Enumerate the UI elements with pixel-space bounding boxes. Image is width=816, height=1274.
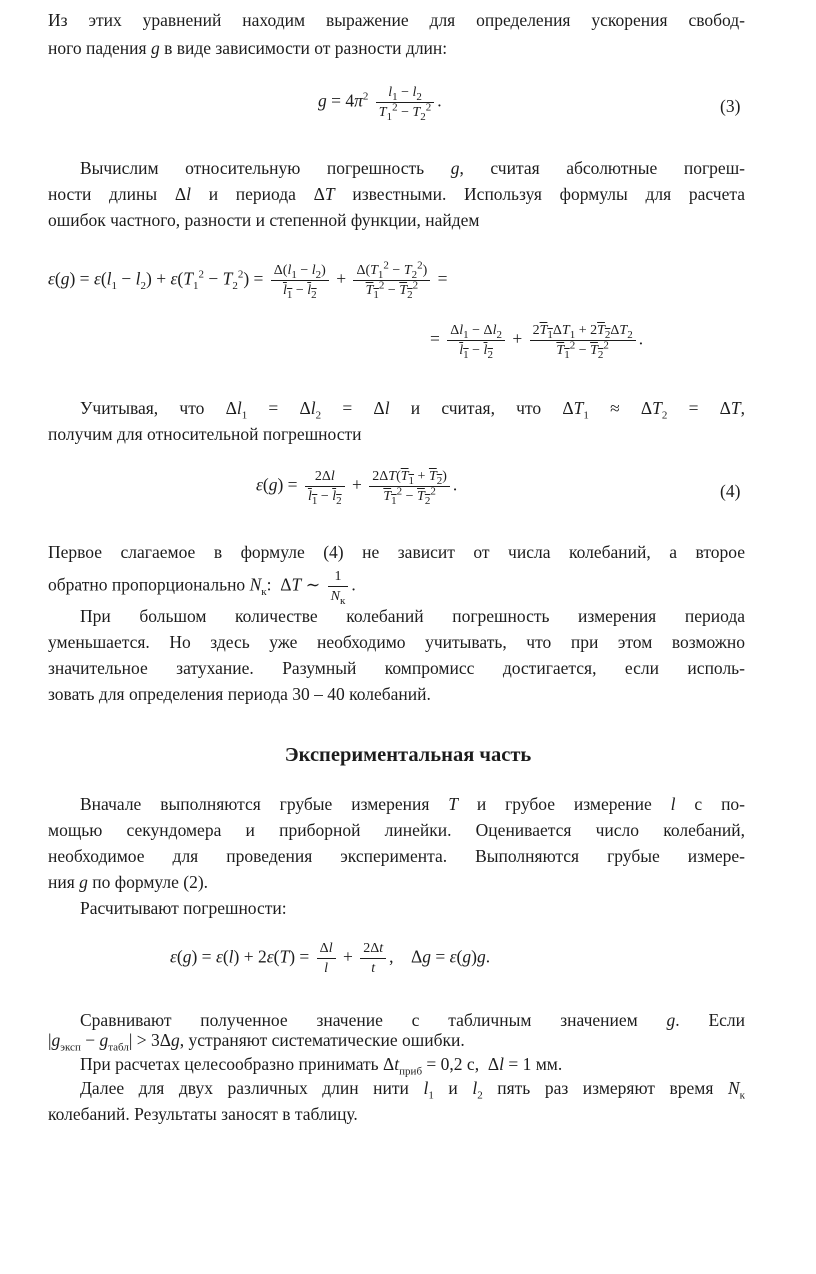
consider-line-2: получим для относительной погрешности	[48, 424, 362, 444]
further-line-1: Далее для двух различных длин нити $l_1$ и $l_2$ пять раз измеряют время $N_к$	[80, 1078, 745, 1102]
many-line-3: значительное затухание. Разумный компромисс достигается, если исполь-	[48, 658, 745, 678]
rough-line-4: ния g по формуле (2).	[48, 872, 209, 892]
many-line-1: При большом количестве колебаний погрешность измерения периода	[80, 606, 745, 626]
equation-3: $g = 4\pi^2$ $\frac{l_1 - l_2}{T_1^2 - T_2^2}$ .	[318, 85, 442, 123]
equation-4: ε(g) = $\frac{2\Delta l}{l_1 - l_2}$ + $\frac{2\Delta T(T_1 + T_2)}{T_1^2 - T_2^2}$ .	[256, 469, 458, 507]
section-title: Экспериментальная часть	[284, 744, 532, 766]
compare-line-2: $|g_{эксп} - g_{табл}| > 3\Delta g$, устраняют систематические ошибки.	[48, 1030, 465, 1054]
consider-line-1: Учитывая, что $\Delta l_1 = \Delta l_2 = \Delta l$ и считая, что $\Delta T_1 \approx \Delta T_2 = \Delta T$,	[80, 398, 746, 422]
rough-line-2: мощью секундомера и приборной линейки. Оценивается число колебаний,	[48, 820, 745, 840]
compare-line-1: Сравнивают полученное значение с табличным значением g. Если	[80, 1010, 745, 1030]
rough-line-1: Вначале выполняются грубые измерения T и грубое измерение l с по-	[80, 794, 746, 814]
further-line-2: колебаний. Результаты заносят в таблицу.	[48, 1104, 358, 1124]
error-line-2: ности длины Δl и периода ΔT известными. Используя формулы для расчета	[48, 184, 745, 204]
equation-3-number: (3)	[720, 96, 741, 116]
many-line-2: уменьшается. Но здесь уже необходимо учитывать, что при этом возможно	[48, 632, 745, 652]
first-term-line-1: Первое слагаемое в формуле (4) не зависит от числа колебаний, а второе	[48, 542, 745, 562]
error-calc-formula: ε(g) = ε(l) + 2ε(T) = $\frac{\Delta l}{l}$ + $\frac{2\Delta t}{t}$ , Δg = ε(g)g.	[170, 941, 491, 976]
many-line-4: зовать для определения периода 30 – 40 колебаний.	[48, 684, 431, 704]
first-term-line-2: обратно пропорционально $N_к$: ΔT ∼ $\frac{1}{N_к}$ .	[48, 569, 356, 607]
rough-line-3: необходимое для проведения эксперимента. Выполняются грубые измере-	[48, 846, 745, 866]
intro-line-2: ного падения g в виде зависимости от разности длин:	[48, 38, 448, 58]
intro-line-1: Из этих уравнений находим выражение для определения ускорения свобод-	[48, 10, 745, 30]
error-formula-line-2: = $\frac{\Delta l_1 - \Delta l_2}{l_1 - l_2}$ + $\frac{2T_1\Delta T_1 + 2T_2\Delta T_2}{T_1^2 - T_2^2}$ .	[430, 323, 644, 361]
error-line-3: ошибок частного, разности и степенной функции, найдем	[48, 210, 480, 230]
error-formula-line-1: $\varepsilon(g) = \varepsilon(l_1 - l_2) + \varepsilon(T_1^2 - T_2^2)$ = $\frac{\Delta(l_1 - l_2)}{l_1 - l_2}$ + $\frac{\Delta(T_1^2 - T_2^2)}{T_1^2 - T_2^2}$ =	[48, 259, 448, 301]
calc-line: Расчитывают погрешности:	[80, 898, 287, 918]
error-line-1: Вычислим относительную погрешность g, считая абсолютные погреш-	[80, 158, 746, 178]
equation-4-number: (4)	[720, 481, 741, 501]
accept-line: При расчетах целесообразно принимать $\Delta t_{приб} = 0,2$ с, Δl = 1 мм.	[80, 1054, 563, 1078]
